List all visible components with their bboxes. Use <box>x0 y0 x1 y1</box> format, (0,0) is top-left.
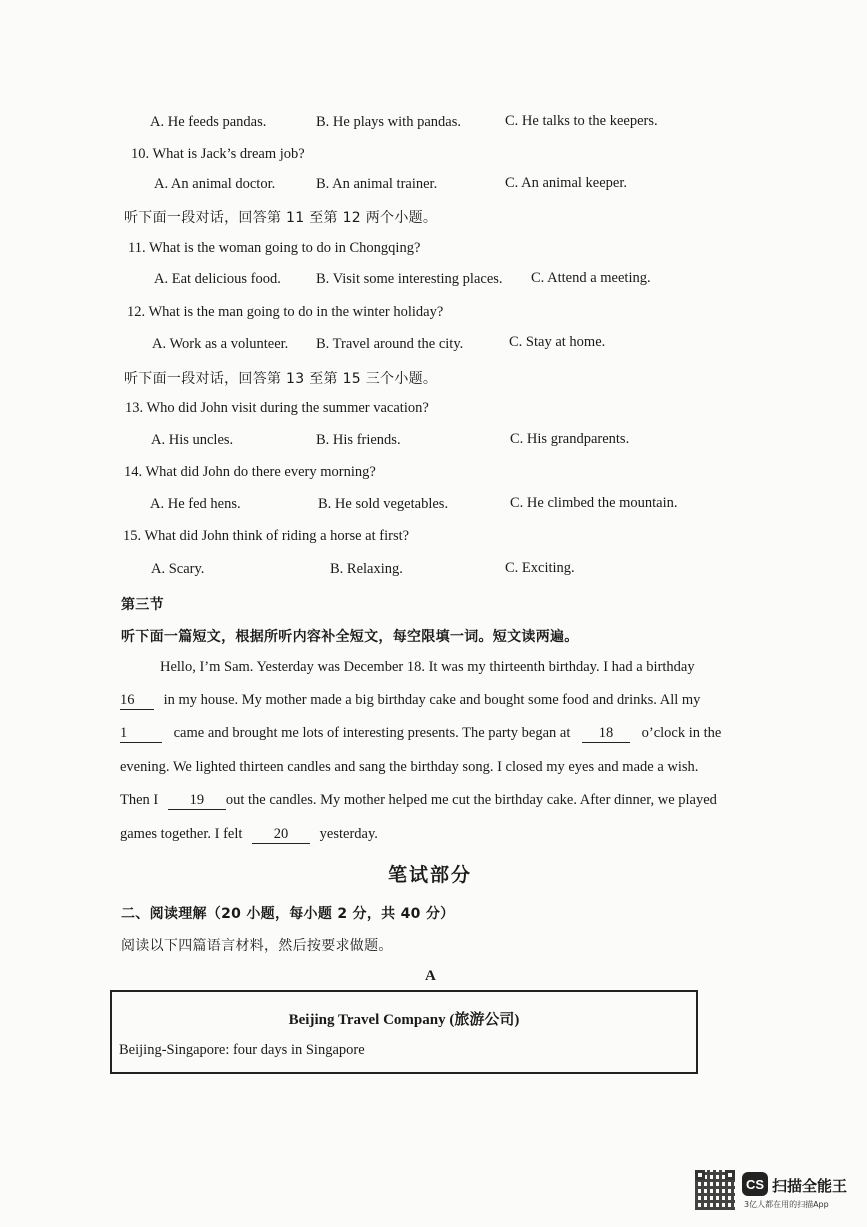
q13-stem: 13. Who did John visit during the summer vacation? <box>125 400 429 416</box>
q15-stem: 15. What did John think of riding a horse at first? <box>123 528 410 544</box>
section3-heading: 第三节 <box>121 597 164 613</box>
passage-line-3-text-a: came and brought me lots of interesting presents. The party began at <box>173 725 571 741</box>
q13-option-b: B. His friends. <box>316 432 401 448</box>
q13-option-a: A. His uncles. <box>151 432 234 448</box>
passage-line-5 <box>120 792 717 810</box>
instruction-11-12: 听下面一段对话，回答第 11 至第 12 两个小题。 <box>124 210 438 226</box>
reading-heading: 二、阅读理解（20 小题，每小题 2 分，共 40 分） <box>121 906 455 922</box>
qr-code-icon <box>695 1170 735 1210</box>
box-title <box>112 1008 696 1029</box>
q11-option-a: A. Eat delicious food. <box>154 271 281 287</box>
passage-line-4: evening. We lighted thirteen candles and sang the birthday song. I closed my eyes and made a wish. <box>120 759 699 775</box>
travel-company-box <box>110 990 698 1074</box>
q11-stem: 11. What is the woman going to do in Chongqing? <box>128 240 421 256</box>
q15-option-a: A. Scary. <box>151 561 205 577</box>
q15-option-b: B. Relaxing. <box>330 561 403 577</box>
blank-16: 16 <box>120 692 154 710</box>
blank-17: 1 <box>120 725 162 743</box>
blank-19: 19 <box>168 792 226 810</box>
passage-line-2 <box>120 692 700 710</box>
watermark-brand: 扫描全能王 <box>772 1177 848 1195</box>
q14-option-b: B. He sold vegetables. <box>318 496 449 512</box>
q12-stem: 12. What is the man going to do in the winter holiday? <box>127 304 444 320</box>
passage-line-5-text-a: Then I <box>120 792 159 808</box>
passage-line-6 <box>120 826 378 844</box>
watermark-subtitle: 3亿人都在用的扫描App <box>744 1200 829 1209</box>
q9-option-b: B. He plays with pandas. <box>316 114 461 130</box>
written-part-title: 笔试部分 <box>388 864 473 886</box>
passage-line-6-text-a: games together. I felt <box>120 826 243 842</box>
box-line: Beijing-Singapore: four days in Singapore <box>119 1042 365 1058</box>
q10-stem: 10. What is Jack’s dream job? <box>131 146 305 162</box>
camscanner-logo-icon: CS <box>742 1172 768 1196</box>
q10-option-a: A. An animal doctor. <box>154 176 276 192</box>
reading-instruction: 阅读以下四篇语言材料，然后按要求做题。 <box>121 938 393 954</box>
q10-option-b: B. An animal trainer. <box>316 176 438 192</box>
passage-line-1: Hello, I’m Sam. Yesterday was December 18. It was my thirteenth birthday. I had a birthday <box>160 659 695 675</box>
q14-stem: 14. What did John do there every morning? <box>124 464 376 480</box>
q14-option-a: A. He fed hens. <box>150 496 241 512</box>
section-letter: A <box>425 968 436 984</box>
passage-line-6-text-b: yesterday. <box>319 826 378 842</box>
q11-option-c: C. Attend a meeting. <box>531 270 651 286</box>
q13-option-c: C. His grandparents. <box>510 431 630 447</box>
q12-option-b: B. Travel around the city. <box>316 336 464 352</box>
blank-20: 20 <box>252 826 310 844</box>
q14-option-c: C. He climbed the mountain. <box>510 495 678 511</box>
q9-option-c: C. He talks to the keepers. <box>505 113 658 129</box>
passage-line-2-text: in my house. My mother made a big birthday cake and bought some food and drinks. All my <box>163 692 701 708</box>
passage-line-5-text-b: out the candles. My mother helped me cut the birthday cake. After dinner, we played <box>225 792 717 808</box>
q11-option-b: B. Visit some interesting places. <box>316 271 503 287</box>
q12-option-a: A. Work as a volunteer. <box>152 336 289 352</box>
passage-line-3 <box>120 725 721 743</box>
instruction-13-15: 听下面一段对话，回答第 13 至第 15 三个小题。 <box>124 371 438 387</box>
section3-instruction: 听下面一篇短文，根据所听内容补全短文，每空限填一词。短文读两遍。 <box>121 629 579 645</box>
passage-line-3-text-b: o’clock in the <box>641 725 722 741</box>
blank-18: 18 <box>582 725 630 743</box>
q12-option-c: C. Stay at home. <box>509 334 606 350</box>
q10-option-c: C. An animal keeper. <box>505 175 628 191</box>
box-title-text: Beijing Travel Company (旅游公司) <box>288 1012 520 1028</box>
q15-option-c: C. Exciting. <box>505 560 575 576</box>
q9-option-a: A. He feeds pandas. <box>150 114 267 130</box>
